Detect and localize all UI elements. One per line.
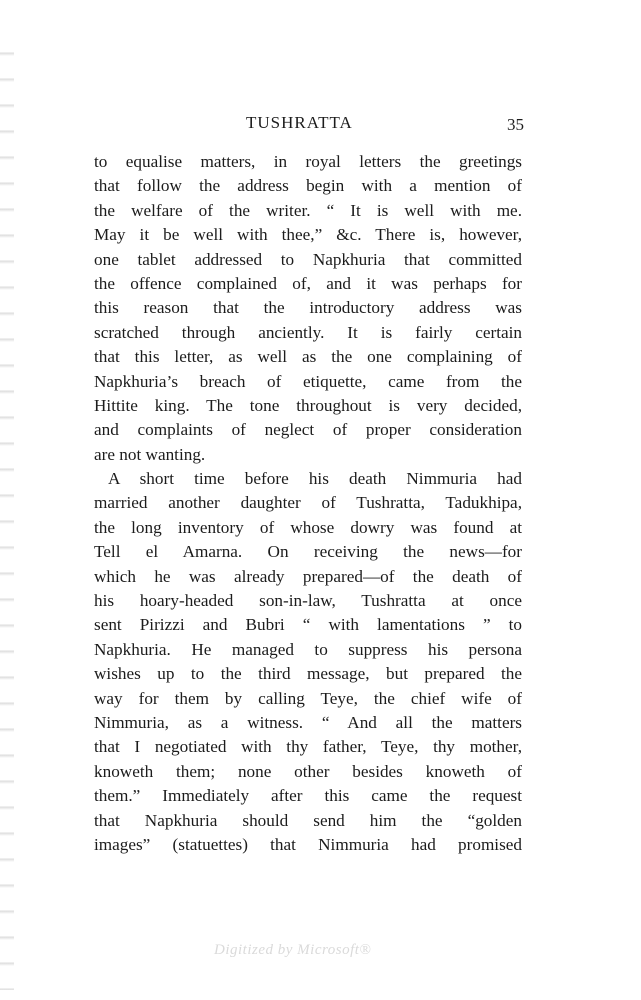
text-line: the offence complained of, and it was perhaps for (94, 273, 522, 293)
text-line: to equalise matters, in royal letters the greetings (94, 152, 522, 171)
text-line: scratched through anciently. It is fairly certain (94, 322, 522, 342)
text-line: which he was already prepared—of the death of (94, 566, 522, 586)
text-line: A short time before his death Nimmuria had (108, 469, 522, 489)
text-line: Tell el Amarna. On receiving the news—for (94, 542, 522, 562)
text-line: his hoary-headed son-in-law, Tushratta at once (94, 591, 522, 611)
text-line: that follow the address begin with a mention of (94, 176, 522, 196)
text-line: sent Pirizzi and Bubri “ with lamentations ” to (94, 615, 522, 635)
text-line: married another daughter of Tushratta, Tadukhipa, (94, 493, 522, 513)
text-line: May it be well with thee,” &c. There is, however, (94, 225, 522, 245)
text-line: that Napkhuria should send him the “golden (94, 810, 522, 830)
text-line: way for them by calling Teye, the chief wife of (94, 688, 522, 708)
digitized-watermark: Digitized by Microsoft® (214, 942, 372, 958)
scan-gutter-marks (0, 30, 14, 990)
text-line: Napkhuria. He managed to suppress his persona (94, 639, 522, 659)
text-line: knoweth them; none other besides knoweth of (94, 761, 522, 781)
body-text (94, 150, 522, 857)
text-line: the long inventory of whose dowry was found at (94, 517, 522, 537)
text-line: that I negotiated with thy father, Teye, thy mother, (94, 737, 522, 757)
text-line: that this letter, as well as the one complaining of (94, 347, 522, 367)
text-line: images” (statuettes) that Nimmuria had promised (94, 834, 522, 854)
text-line: one tablet addressed to Napkhuria that committed (94, 249, 522, 269)
text-line: them.” Immediately after this came the request (94, 786, 522, 806)
running-head (94, 113, 524, 137)
text-line: Hittite king. The tone throughout is very decided, (94, 395, 522, 415)
text-line: Nimmuria, as a witness. “ And all the matters (94, 712, 522, 732)
text-line: Napkhuria’s breach of etiquette, came from the (94, 371, 522, 391)
running-title: TUSHRATTA (246, 113, 353, 132)
text-line: the welfare of the writer. “ It is well with me. (94, 200, 522, 220)
text-line: are not wanting. (94, 444, 206, 464)
text-line: and complaints of neglect of proper consideration (94, 420, 522, 440)
page-number: 35 (507, 115, 524, 134)
text-line: this reason that the introductory address was (94, 298, 522, 318)
text-line: wishes up to the third message, but prepared the (94, 664, 522, 684)
